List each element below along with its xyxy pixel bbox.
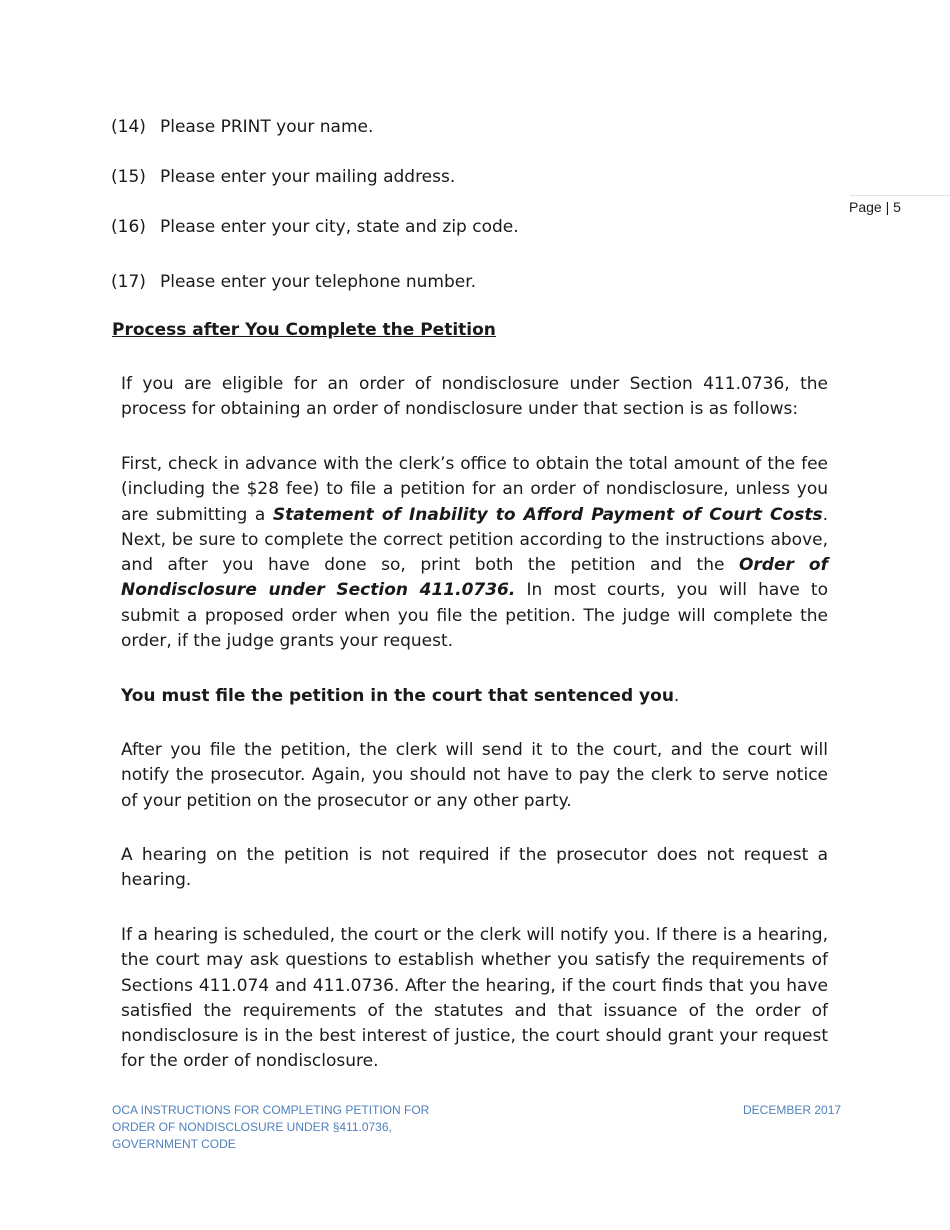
paragraph-text: In most courts, you will have to submit a proposed order when you file the petition. The judge will complete the order, if the judge grants your request. bbox=[121, 580, 828, 652]
form-title-statement-of-inability: Statement of Inability to Afford Payment of Court Costs bbox=[272, 504, 823, 525]
page-number: Page | 5 bbox=[849, 199, 901, 215]
paragraph-hearing-scheduled: If a hearing is scheduled, the court or the clerk will notify you. If there is a hearing, the court may ask questions to establish whether you satisfy the requirements of Sections 411.074 and 411.0736. After the hearing, if the court finds that you have satisfied the requirements of the statutes and that issuance of the order of nondisclosure is in the best interest of justice, the court should grant your request for the order of nondisclosure. bbox=[121, 925, 828, 1072]
list-item-number: (15) bbox=[111, 167, 146, 187]
paragraph-hearing-not-required: A hearing on the petition is not required if the prosecutor does not request a hearing. bbox=[121, 845, 828, 891]
paragraph-text: First, check in advance with the clerk’s office to obtain the total amount of the fee (including the $28 fee) to file a petition for an order of nondisclosure, unless you are submitting a bbox=[121, 454, 828, 525]
paragraph-after-filing: After you file the petition, the clerk will send it to the court, and the court will notify the prosecutor. Again, you should not have to pay the clerk to serve notice of your petition on the prosecutor or any other party. bbox=[121, 740, 828, 811]
paragraph-eligibility: If you are eligible for an order of nondisclosure under Section 411.0736, the process for obtaining an order of nondisclosure under that section is as follows: bbox=[121, 374, 828, 420]
list-item bbox=[111, 166, 455, 188]
list-item bbox=[111, 116, 373, 138]
emphasis-text: You must file the petition in the court that sentenced you bbox=[121, 686, 674, 706]
footer-date: DECEMBER 2017 bbox=[743, 1103, 842, 1117]
list-item-text: Please enter your telephone number. bbox=[160, 272, 477, 292]
header-rule bbox=[850, 195, 950, 196]
list-item-text: Please enter your mailing address. bbox=[160, 167, 456, 187]
footer-document-title: OCA INSTRUCTIONS FOR COMPLETING PETITION FOR ORDER OF NONDISCLOSURE UNDER §411.0736, GOVERNMENT CODE bbox=[112, 1103, 430, 1151]
list-item-number: (17) bbox=[111, 272, 146, 292]
section-heading: Process after You Complete the Petition bbox=[112, 320, 496, 340]
list-item-text: Please PRINT your name. bbox=[160, 117, 374, 137]
list-item-text: Please enter your city, state and zip code. bbox=[160, 217, 519, 237]
list-item-number: (14) bbox=[111, 117, 146, 137]
list-item bbox=[111, 216, 519, 238]
paragraph-first-steps bbox=[121, 452, 828, 654]
paragraph-court-requirement bbox=[121, 684, 828, 709]
list-item bbox=[111, 271, 476, 293]
paragraph-text: . Next, be sure to complete the correct petition according to the instructions above, and after you have done so, print both the petition and the bbox=[121, 504, 828, 576]
form-title-order-of-nondisclosure: Order of Nondisclosure under Section 411.0736. bbox=[121, 555, 828, 601]
list-item-number: (16) bbox=[111, 217, 146, 237]
paragraph-text: . bbox=[673, 686, 680, 706]
